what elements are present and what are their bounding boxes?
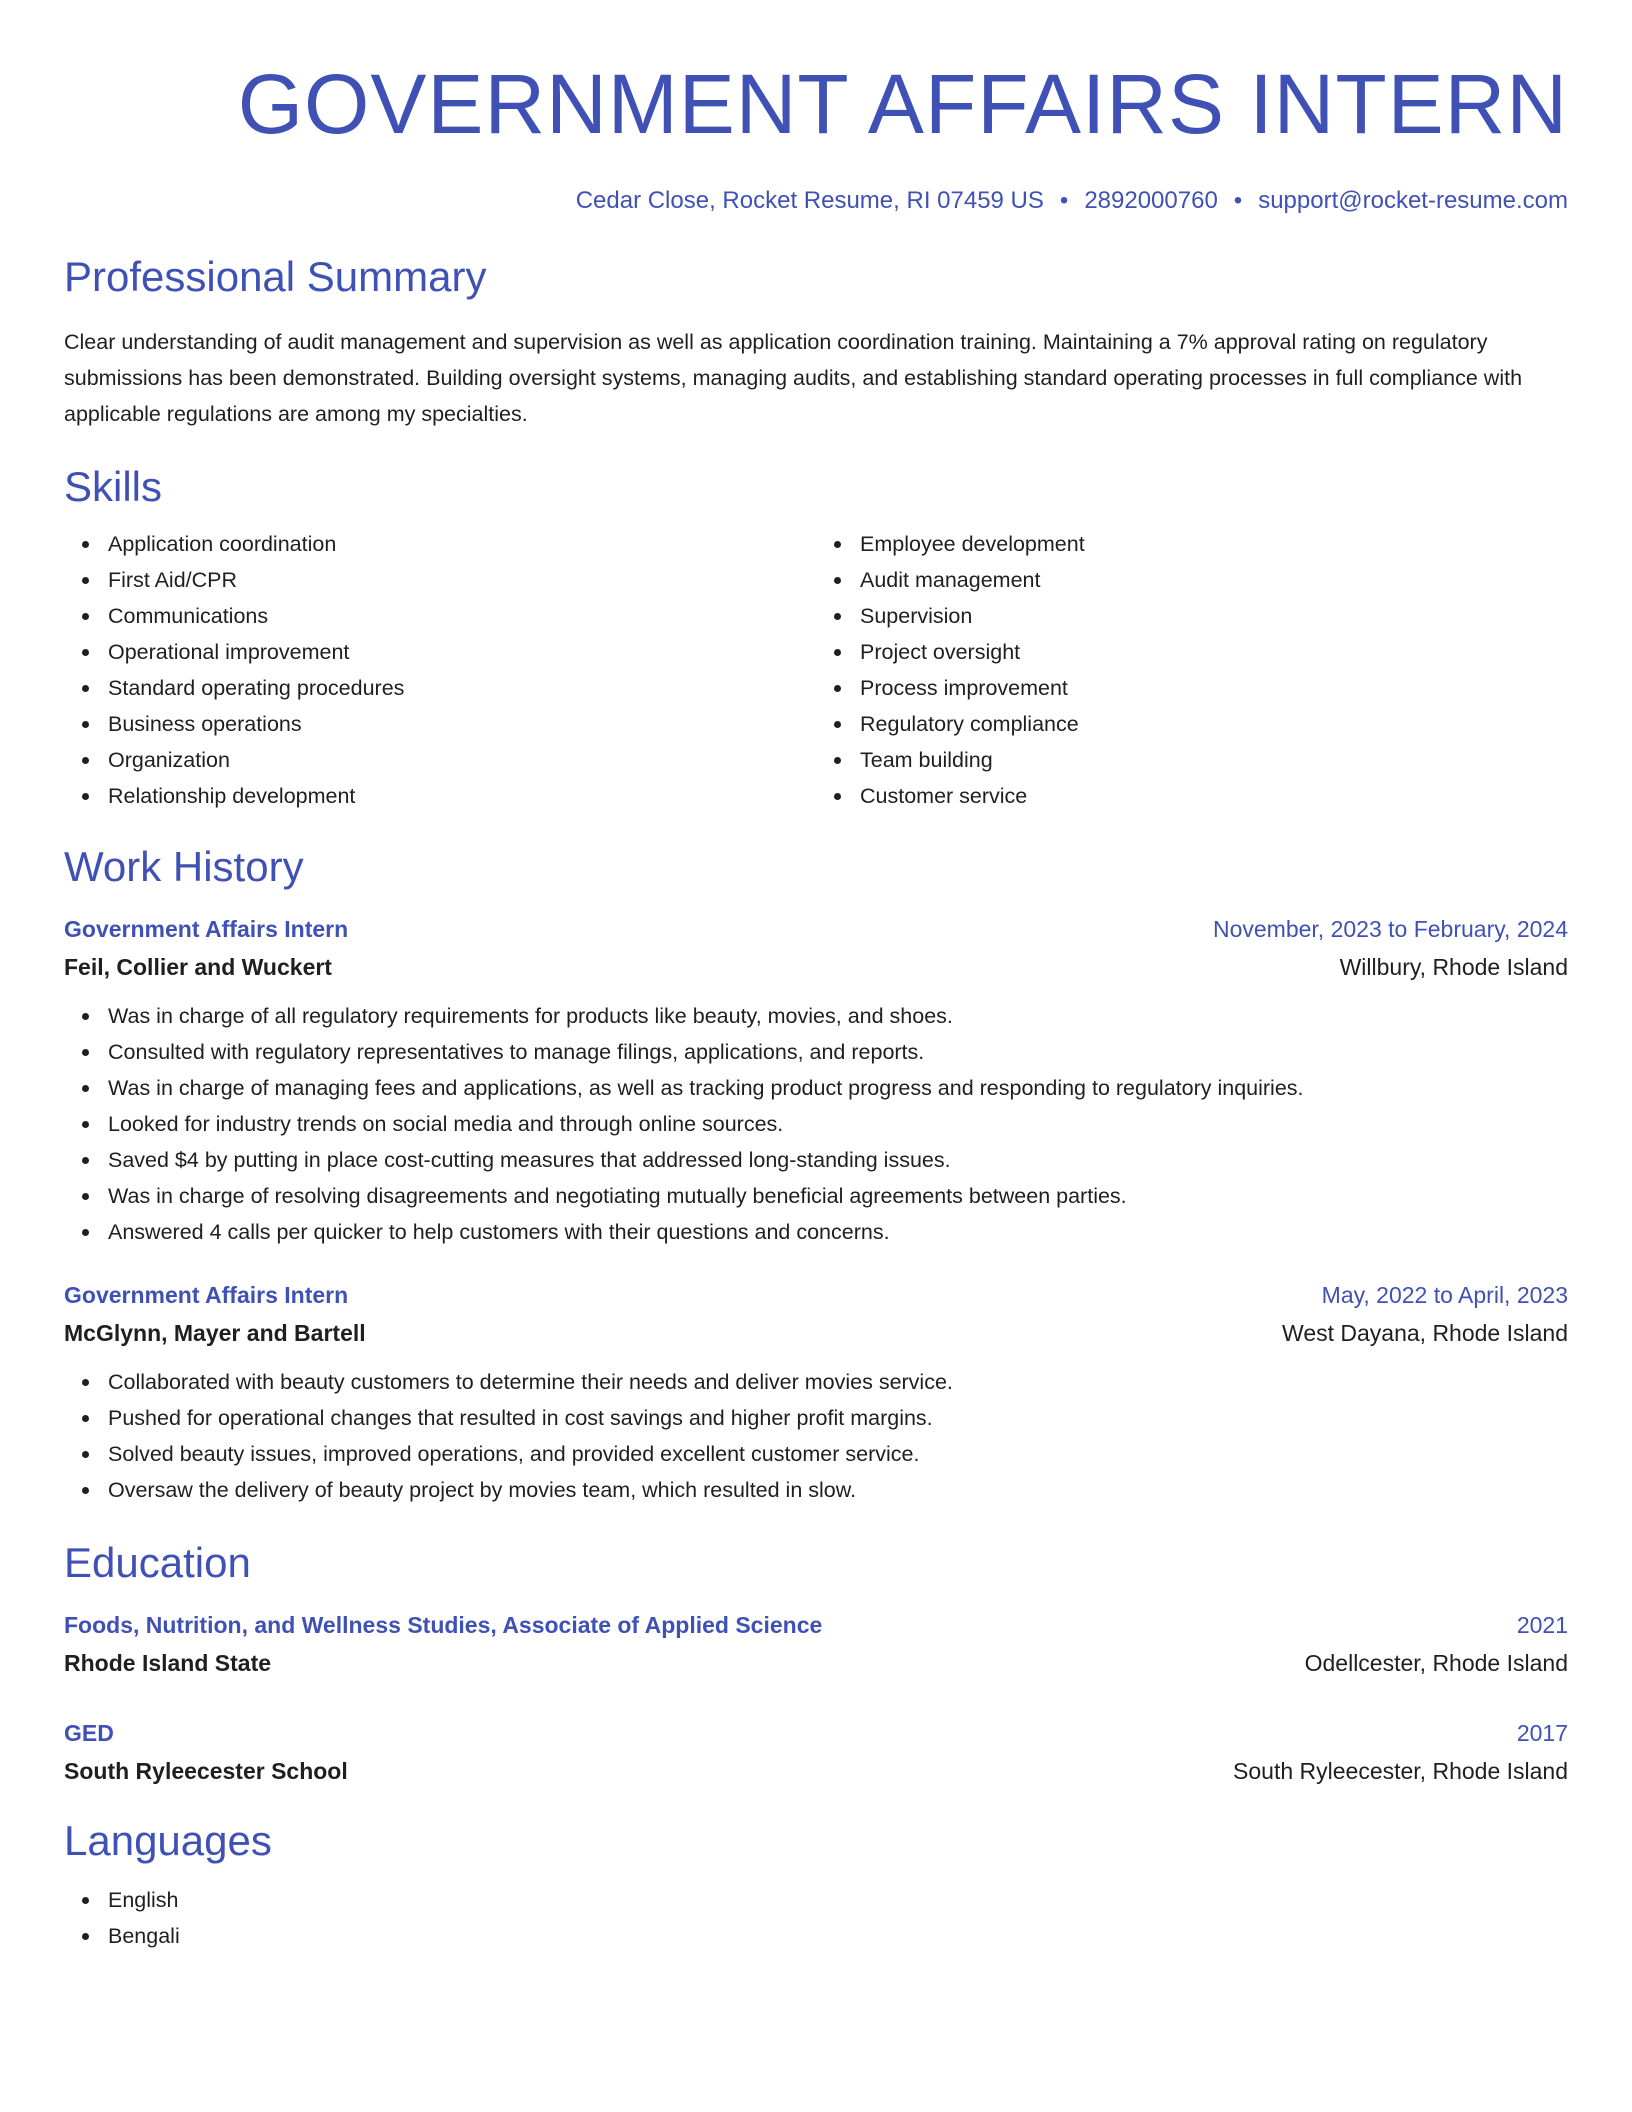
job-location: West Dayana, Rhode Island xyxy=(1282,1320,1568,1346)
contact-separator: • xyxy=(1233,187,1243,214)
summary-text: Clear understanding of audit management and supervision as well as application coordination training. Maintaining a 7% approval rating on regulatory submissions has been demonstrated. Building oversight systems, managing audits, and establishing standard operating processes in full compliance with applicable regulations are among my specialties. xyxy=(64,330,1523,426)
resume-header xyxy=(64,56,1568,216)
skill-item: Application coordination xyxy=(108,526,816,562)
job-role: Government Affairs Intern xyxy=(64,916,349,942)
job-company-row xyxy=(64,1318,1568,1348)
education-year: 2017 xyxy=(1516,1720,1568,1746)
education-school-row xyxy=(64,1756,1568,1786)
education-location: Odellcester, Rhode Island xyxy=(1304,1650,1568,1676)
job-dates: November, 2023 to February, 2024 xyxy=(1212,916,1568,942)
skills-heading: Skills xyxy=(64,463,163,510)
languages-heading: Languages xyxy=(64,1817,272,1864)
contact-line xyxy=(64,186,1568,216)
education-location: South Ryleecester, Rhode Island xyxy=(1233,1758,1568,1784)
resume-title: GOVERNMENT AFFAIRS INTERN xyxy=(237,57,1568,151)
job-entry xyxy=(64,1280,1568,1508)
work-history-heading: Work History xyxy=(64,843,304,890)
job-location: Willbury, Rhode Island xyxy=(1339,954,1568,980)
skill-item: Operational improvement xyxy=(108,634,816,670)
skill-item: Project oversight xyxy=(860,634,1568,670)
job-company-row xyxy=(64,952,1568,982)
education-school: South Ryleecester School xyxy=(64,1758,348,1784)
job-title-row xyxy=(64,1280,1568,1310)
contact-address: Cedar Close, Rocket Resume, RI 07459 US xyxy=(575,187,1044,214)
contact-phone: 2892000760 xyxy=(1084,187,1218,214)
language-item: Bengali xyxy=(108,1918,1568,1954)
job-bullet: Looked for industry trends on social media and through online sources. xyxy=(108,1106,1568,1142)
job-bullet: Was in charge of all regulatory requirements for products like beauty, movies, and shoes. xyxy=(108,998,1568,1034)
education-entry xyxy=(64,1610,1568,1678)
education-heading: Education xyxy=(64,1539,251,1586)
skill-item: Business operations xyxy=(108,706,816,742)
summary-heading: Professional Summary xyxy=(64,253,487,300)
education-degree-row xyxy=(64,1610,1568,1640)
skill-item: First Aid/CPR xyxy=(108,562,816,598)
contact-email[interactable]: support@rocket-resume.com xyxy=(1258,187,1568,214)
education-section xyxy=(64,1538,1568,1786)
job-bullet: Collaborated with beauty customers to determine their needs and deliver movies service. xyxy=(108,1364,1568,1400)
skill-item: Organization xyxy=(108,742,816,778)
job-bullets xyxy=(64,1364,1568,1508)
languages-section xyxy=(64,1816,1568,1954)
languages-list xyxy=(64,1882,1568,1954)
education-school-row xyxy=(64,1648,1568,1678)
skills-column-left xyxy=(64,526,816,814)
job-bullet: Saved $4 by putting in place cost-cutting measures that addressed long-standing issues. xyxy=(108,1142,1568,1178)
education-year: 2021 xyxy=(1516,1612,1568,1638)
job-role: Government Affairs Intern xyxy=(64,1282,349,1308)
skill-item: Employee development xyxy=(860,526,1568,562)
skills-grid xyxy=(64,526,1568,814)
language-item: English xyxy=(108,1882,1568,1918)
job-company: Feil, Collier and Wuckert xyxy=(64,954,332,980)
skill-item: Customer service xyxy=(860,778,1568,814)
job-dates: May, 2022 to April, 2023 xyxy=(1321,1282,1568,1308)
skill-item: Process improvement xyxy=(860,670,1568,706)
work-history-section xyxy=(64,842,1568,1508)
skill-item: Team building xyxy=(860,742,1568,778)
education-degree: GED xyxy=(64,1720,114,1746)
skill-item: Communications xyxy=(108,598,816,634)
job-title-row xyxy=(64,914,1568,944)
job-bullets xyxy=(64,998,1568,1250)
skill-item: Audit management xyxy=(860,562,1568,598)
job-entry xyxy=(64,914,1568,1250)
job-bullet: Oversaw the delivery of beauty project by movies team, which resulted in slow. xyxy=(108,1472,1568,1508)
education-degree-row xyxy=(64,1718,1568,1748)
job-bullet: Solved beauty issues, improved operations, and provided excellent customer service. xyxy=(108,1436,1568,1472)
job-bullet: Was in charge of resolving disagreements and negotiating mutually beneficial agreements between parties. xyxy=(108,1178,1568,1214)
summary-section xyxy=(64,252,1568,432)
job-bullet: Consulted with regulatory representatives to manage filings, applications, and reports. xyxy=(108,1034,1568,1070)
skill-item: Relationship development xyxy=(108,778,816,814)
education-degree: Foods, Nutrition, and Wellness Studies, Associate of Applied Science xyxy=(64,1612,823,1638)
skill-item: Supervision xyxy=(860,598,1568,634)
education-entry xyxy=(64,1718,1568,1786)
skill-item: Standard operating procedures xyxy=(108,670,816,706)
job-bullet: Answered 4 calls per quicker to help customers with their questions and concerns. xyxy=(108,1214,1568,1250)
job-bullet: Was in charge of managing fees and applications, as well as tracking product progress and responding to regulatory inquiries. xyxy=(108,1070,1568,1106)
job-bullet: Pushed for operational changes that resulted in cost savings and higher profit margins. xyxy=(108,1400,1568,1436)
contact-separator: • xyxy=(1059,187,1069,214)
education-school: Rhode Island State xyxy=(64,1650,272,1676)
job-company: McGlynn, Mayer and Bartell xyxy=(64,1320,366,1346)
skills-section xyxy=(64,462,1568,814)
skills-column-right xyxy=(816,526,1568,814)
skill-item: Regulatory compliance xyxy=(860,706,1568,742)
